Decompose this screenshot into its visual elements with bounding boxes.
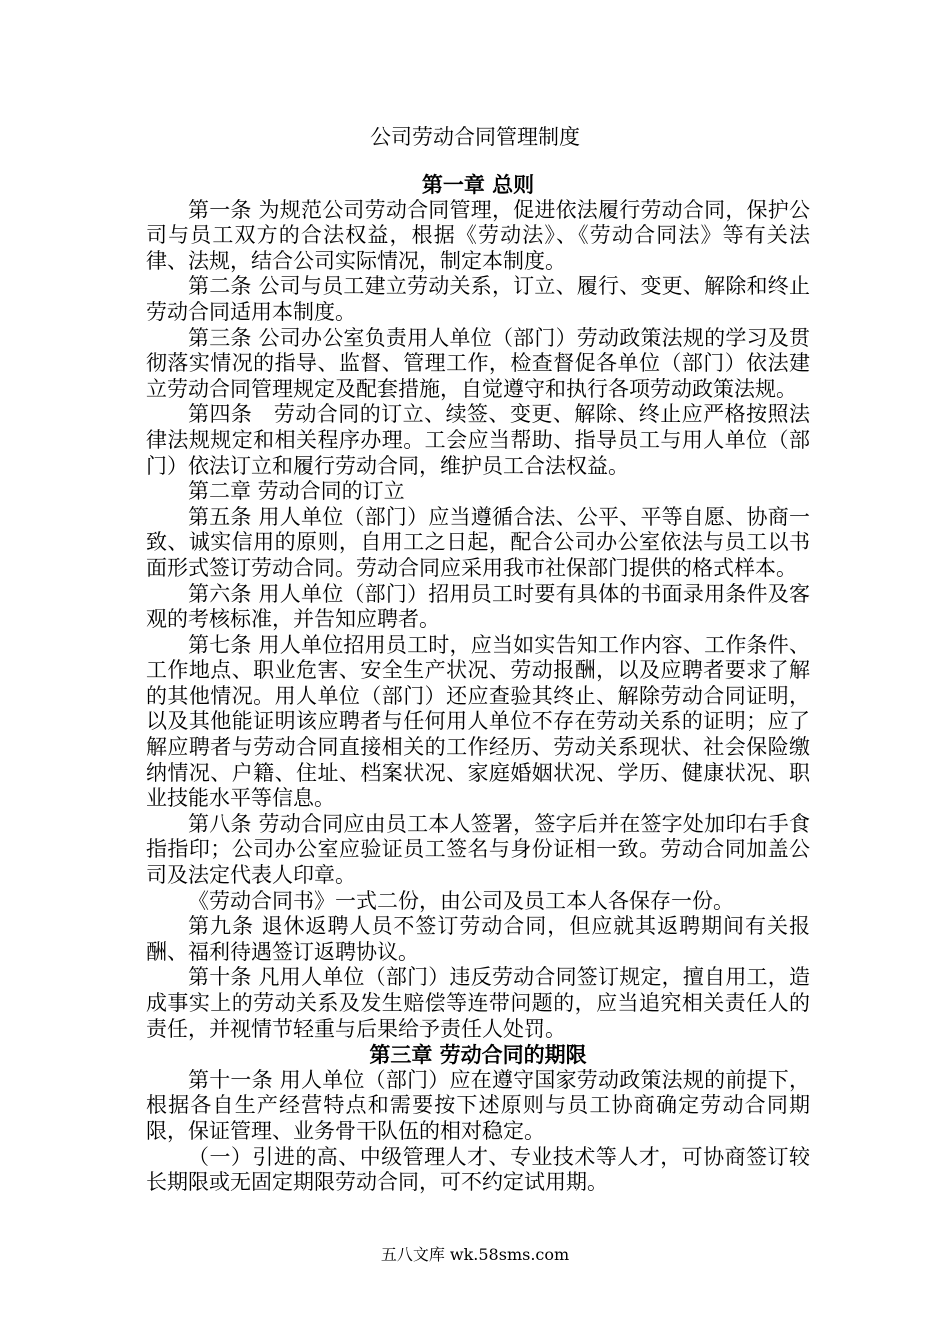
article-paragraph: 第四条 劳动合同的订立、续签、变更、解除、终止应严格按照法律法规规定和相关程序办理。工会应当帮助、指导员工与用人单位（部门）依法订立和履行劳动合同，维护员工合法权益。 [146, 402, 810, 478]
chapter-heading: 第一章 总则 [421, 172, 535, 197]
article-paragraph: 第一条 为规范公司劳动合同管理，促进依法履行劳动合同，保护公司与员工双方的合法权益，根据《劳动法》、《劳动合同法》等有关法律、法规，结合公司实际情况，制定本制度。 [146, 197, 810, 273]
article-paragraph: （一）引进的高、中级管理人才、专业技术等人才，可协商签订较长期限或无固定期限劳动合同，可不约定试用期。 [146, 1144, 810, 1195]
article-paragraph: 第二条 公司与员工建立劳动关系，订立、履行、变更、解除和终止劳动合同适用本制度。 [146, 274, 810, 324]
article-paragraph: 第八条 劳动合同应由员工本人签署，签字后并在签字处加印右手食指指印；公司办公室应验证员工签名与身份证相一致。劳动合同加盖公司及法定代表人印章。 [146, 811, 810, 888]
article-paragraph: 第三条 公司办公室负责用人单位（部门）劳动政策法规的学习及贯彻落实情况的指导、监督、管理工作，检查督促各单位（部门）依法建立劳动合同管理规定及配套措施，自觉遵守和执行各项劳动政策法规。 [146, 325, 810, 401]
chapter-heading: 第三章 劳动合同的期限 [369, 1042, 587, 1068]
article-paragraph: 第六条 用人单位（部门）招用员工时要有具体的书面录用条件及客观的考核标准，并告知应聘者。 [146, 581, 810, 632]
document-title: 公司劳动合同管理制度 [370, 125, 580, 149]
document-body [146, 172, 810, 1196]
article-paragraph: 第五条 用人单位（部门）应当遵循合法、公平、平等自愿、协商一致、诚实信用的原则，自用工之日起，配合公司办公室依法与员工以书面形式签订劳动合同。劳动合同应采用我市社保部门提供的格式样本。 [146, 504, 810, 580]
chapter-heading: 第二章 劳动合同的订立 [188, 479, 405, 504]
article-paragraph: 第十一条 用人单位（部门）应在遵守国家劳动政策法规的前提下，根据各自生产经营特点和需要按下述原则与员工协商确定劳动合同期限，保证管理、业务骨干队伍的相对稳定。 [146, 1067, 810, 1143]
article-paragraph: 《劳动合同书》一式二份，由公司及员工本人各保存一份。 [188, 888, 734, 913]
footer-watermark: 五八文库 wk.58sms.com [380, 1245, 570, 1264]
article-paragraph: 第七条 用人单位招用员工时，应当如实告知工作内容、工作条件、工作地点、职业危害、安全生产状况、劳动报酬，以及应聘者要求了解的其他情况。用人单位（部门）还应查验其终止、解除劳动合同证明，以及其他能证明该应聘者与任何用人单位不存在劳动关系的证明；应了解应聘者与劳动合同直接相关的工作经历、劳动关系现状、社会保险缴纳情况、户籍、住址、档案状况、家庭婚姻状况、学历、健康状况、职业技能水平等信息。 [146, 632, 810, 811]
article-paragraph: 第十条 凡用人单位（部门）违反劳动合同签订规定，擅自用工，造成事实上的劳动关系及发生赔偿等连带问题的，应当追究相关责任人的责任，并视情节轻重与后果给予责任人处罚。 [146, 965, 810, 1041]
article-paragraph: 第九条 退休返聘人员不签订劳动合同，但应就其返聘期间有关报酬、福利待遇签订返聘协议。 [146, 914, 810, 964]
